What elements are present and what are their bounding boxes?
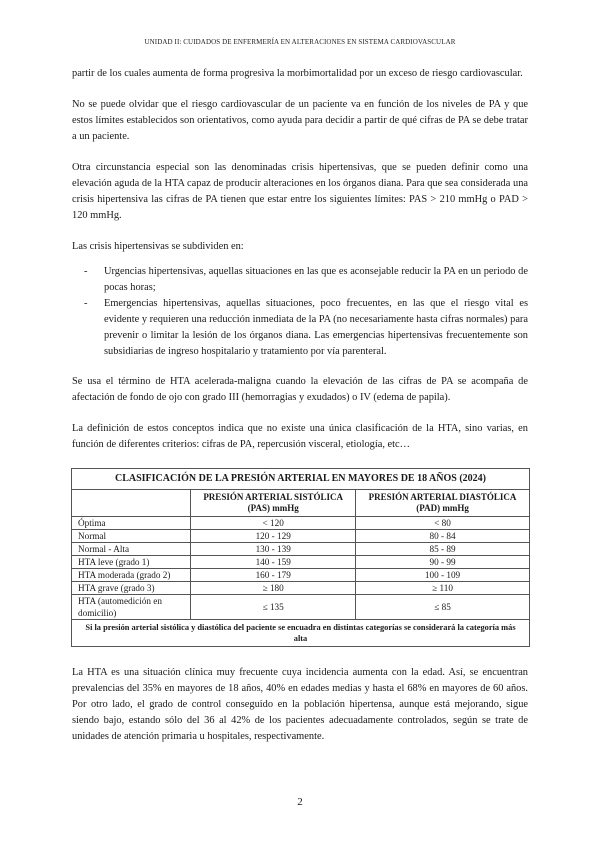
pas-cell: ≥ 180 (191, 582, 356, 595)
pad-cell: ≤ 85 (356, 595, 530, 620)
dash-marker: - (84, 266, 88, 277)
table-row (72, 543, 530, 556)
pas-cell: 120 - 129 (191, 530, 356, 543)
pas-cell: ≤ 135 (191, 595, 356, 620)
category-cell: HTA leve (grado 1) (72, 556, 191, 569)
category-cell: HTA grave (grado 3) (72, 582, 191, 595)
table-row (72, 595, 530, 620)
paragraph-prevalence: La HTA es una situación clínica muy frecuente cuya incidencia aumenta con la edad. Así, se encuentran prevalencias del 35% en mayores de 18 años, 40% en edades medias y hasta el 68% en mayores de 60 años. Por otro lado, el grado de control conseguido en la población hipertensa, aunque está mejorando, sigue siendo bajo, estando sólo del 36 al 42% de los pacientes adecuadamente controlados, según se trate de unidades de atención primaria u hospitales, respectivamente. (72, 667, 528, 742)
pas-cell: 160 - 179 (191, 569, 356, 582)
pas-cell: 130 - 139 (191, 543, 356, 556)
table-row (72, 582, 530, 595)
paragraph-crisis: Otra circunstancia especial son las denominadas crisis hipertensivas, que se pueden definir como una elevación aguda de la HTA capaz de producir alteraciones en los órganos diana. Para que sea considerada una crisis hipertensiva las cifras de PA tienen que estar entre los siguientes límites: PAS > 210 mmHg o PAD > 120 mmHg. (72, 162, 528, 221)
dash-marker: - (84, 298, 88, 309)
category-cell: Óptima (72, 517, 191, 530)
paragraph-continuation: partir de los cuales aumenta de forma progresiva la morbimortalidad por un exceso de riesgo cardiovascular. (72, 68, 523, 79)
pad-cell: ≥ 110 (356, 582, 530, 595)
list-item (72, 296, 528, 360)
column-header-pad: PRESIÓN ARTERIAL DIASTÓLICA (PAD) mmHg (356, 490, 530, 517)
pad-cell: 80 - 84 (356, 530, 530, 543)
paragraph-subdivision: Las crisis hipertensivas se subdividen en: (72, 241, 244, 252)
column-header-pas: PRESIÓN ARTERIAL SISTÓLICA (PAS) mmHg (191, 490, 356, 517)
pad-cell: 90 - 99 (356, 556, 530, 569)
pas-cell: < 120 (191, 517, 356, 530)
category-cell: HTA moderada (grado 2) (72, 569, 191, 582)
list-item (72, 264, 528, 296)
category-cell: Normal (72, 530, 191, 543)
running-header: UNIDAD II: CUIDADOS DE ENFERMERÍA EN ALTERACIONES EN SISTEMA CARDIOVASCULAR (144, 38, 456, 46)
table-row (72, 530, 530, 543)
paragraph-malignant: Se usa el término de HTA acelerada-maligna cuando la elevación de las cifras de PA se acompaña de afectación de fondo de ojo con grado III (hemorragias y exudados) o IV (edema de papila). (72, 376, 528, 403)
table-title: CLASIFICACIÓN DE LA PRESIÓN ARTERIAL EN MAYORES DE 18 AÑOS (2024) (72, 469, 530, 490)
table-row (72, 569, 530, 582)
page-body (72, 66, 528, 760)
table-row (72, 517, 530, 530)
category-cell: HTA (automedición en domicilio) (72, 595, 191, 620)
bp-classification-table (71, 468, 530, 647)
category-cell: Normal - Alta (72, 543, 191, 556)
list-item-text: Urgencias hipertensivas, aquellas situaciones en las que es aconsejable reducir la PA en un periodo de pocas horas; (104, 266, 528, 293)
table-note: Si la presión arterial sistólica y diastólica del paciente se encuadra en distintas categorías se considerará la categoría más alta (72, 620, 530, 647)
table-header-empty (72, 490, 191, 517)
page-number: 2 (297, 796, 303, 808)
pas-cell: 140 - 159 (191, 556, 356, 569)
paragraph-risk: No se puede olvidar que el riesgo cardiovascular de un paciente va en función de los niveles de PA y que estos límites establecidos son orientativos, como ayuda para decidir a partir de qué cifras de PA se debe tratar a un paciente. (72, 99, 528, 142)
list-item-text: Emergencias hipertensivas, aquellas situaciones, poco frecuentes, en las que el riesgo vital es evidente y requieren una reducción inmediata de la PA (no necesariamente hasta cifras normales) para prevenir o limitar la lesión de los órganos diana. Las emergencias hipertensivas frecuentemente son subsidiarias de ingreso hospitalario y tratamiento por vía parenteral. (104, 298, 528, 357)
pad-cell: 85 - 89 (356, 543, 530, 556)
paragraph-definition: La definición de estos conceptos indica que no existe una única clasificación de la HTA, sino varias, en función de diferentes criterios: cifras de PA, repercusión visceral, etiología, etc… (72, 423, 528, 450)
table-row (72, 556, 530, 569)
pad-cell: 100 - 109 (356, 569, 530, 582)
pad-cell: < 80 (356, 517, 530, 530)
crisis-list (72, 264, 528, 360)
